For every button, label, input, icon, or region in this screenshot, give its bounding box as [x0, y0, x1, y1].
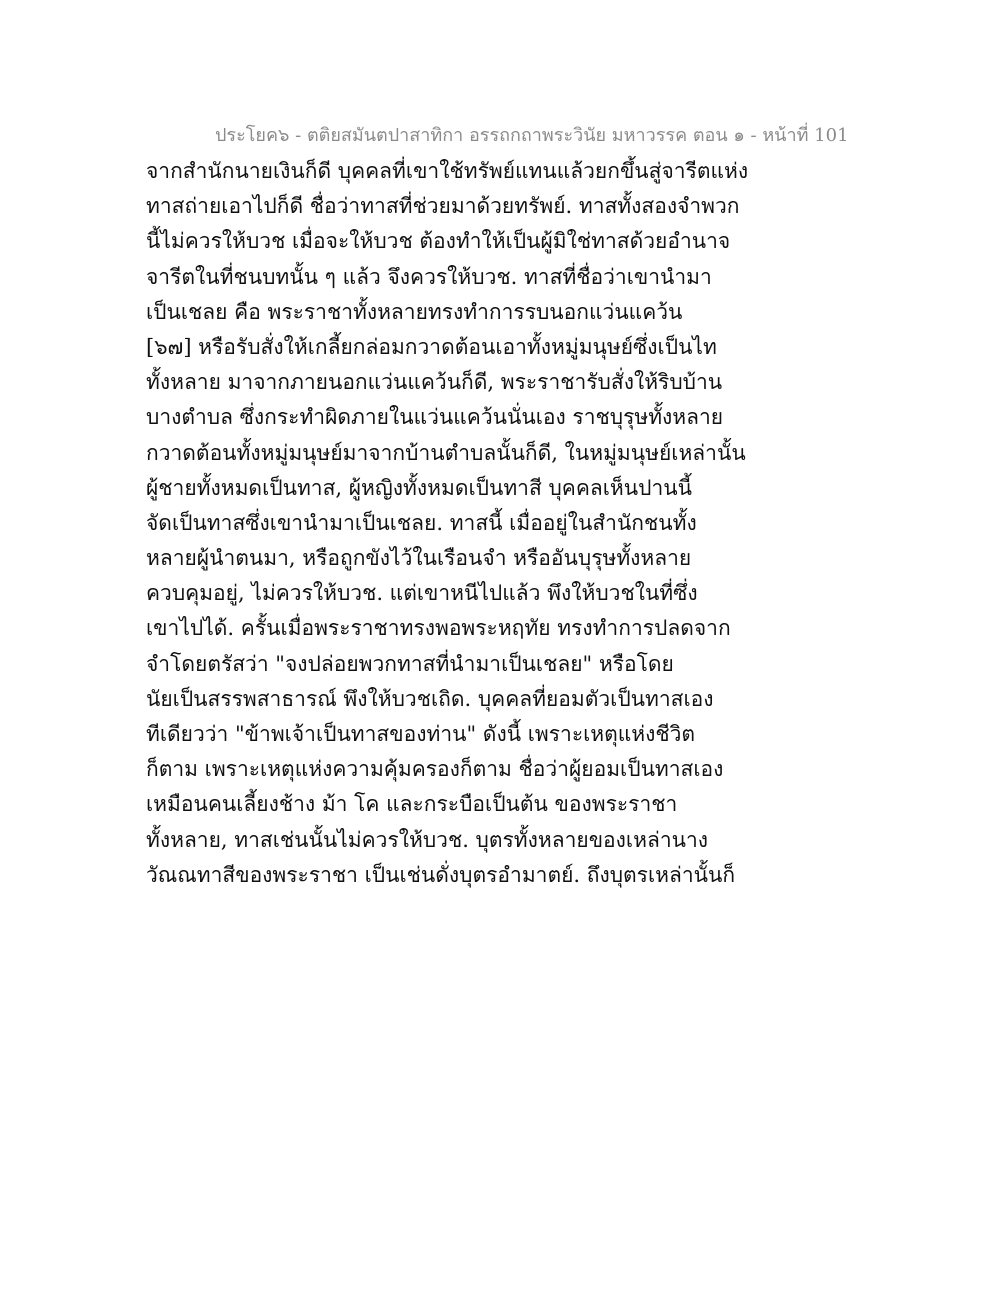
text-line-8: บางตำบล ซึ่งกระทำผิดภายในแว่นแคว้นนั่นเอง ราชบุรุษทั้งหลาย [146, 405, 724, 430]
text-line-12: หลายผู้นำตนมา, หรือถูกขังไว้ในเรือนจำ หรืออันบุรุษทั้งหลาย [146, 546, 692, 571]
text-line-17: ทีเดียวว่า "ข้าพเจ้าเป็นทาสของท่าน" ดังนี้ เพราะเหตุแห่งชีวิต [146, 722, 696, 746]
text-line-9: กวาดต้อนทั้งหมู่มนุษย์มาจากบ้านตำบลนั้นก็ดี, ในหมู่มนุษย์เหล่านั้น [146, 440, 746, 465]
text-line-10: ผู้ชายทั้งหมดเป็นทาส, ผู้หญิงทั้งหมดเป็นทาสี บุคคลเห็นปานนี้ [146, 475, 692, 500]
text-line-1: จากสำนักนายเงินก็ดี บุคคลที่เขาใช้ทรัพย์แทนแล้วยกขึ้นสู่จารีตแห่ง [146, 159, 749, 183]
text-line-4: จารีตในที่ชนบทนั้น ๆ แล้ว จึงควรให้บวช. ทาสที่ชื่อว่าเขานำมา [146, 264, 712, 289]
text-line-14: เขาไปได้. ครั้นเมื่อพระราชาทรงพอพระหฤทัย ทรงทำการปลดจาก [146, 616, 731, 641]
text-line-20: ทั้งหลาย, ทาสเช่นนั้นไม่ควรให้บวช. บุตรทั้งหลายของเหล่านาง [146, 827, 709, 852]
text-line-5: เป็นเชลย คือ พระราชาทั้งหลายทรงทำการรบนอกแว่นแคว้น [146, 299, 683, 324]
text-line-18: ก็ตาม เพราะเหตุแห่งความคุ้มครองก็ตาม ชื่อว่าผู้ยอมเป็นทาสเอง [146, 757, 724, 782]
text-line-2: ทาสถ่ายเอาไปก็ดี ชื่อว่าทาสที่ช่วยมาด้วยทรัพย์. ทาสทั้งสองจำพวก [146, 194, 740, 219]
running-header: ประโยค๖ - ตติยสมันตปาสาทิกา อรรถกถาพระวินัย มหาวรรค ตอน ๑ - หน้าที่ 101 [215, 125, 849, 146]
text-line-3: นี้ไม่ควรให้บวช เมื่อจะให้บวช ต้องทำให้เป็นผู้มิใช่ทาสด้วยอำนาจ [146, 229, 731, 254]
text-line-16: นัยเป็นสรรพสาธารณ์ พึงให้บวชเถิด. บุคคลที่ยอมตัวเป็นทาสเอง [146, 686, 714, 711]
text-line-7: ทั้งหลาย มาจากภายนอกแว่นแคว้นก็ดี, พระราชารับสั่งให้ริบบ้าน [146, 370, 723, 395]
text-line-11: จัดเป็นทาสซึ่งเขานำมาเป็นเชลย. ทาสนี้ เมื่ออยู่ในสำนักชนทั้ง [146, 510, 697, 535]
body-text [146, 154, 749, 893]
text-line-6: [๖๗] หรือรับสั่งให้เกลี้ยกล่อมกวาดต้อนเอาทั้งหมู่มนุษย์ซึ่งเป็นไท [146, 334, 717, 359]
text-line-19: เหมือนคนเลี้ยงช้าง ม้า โค และกระบือเป็นต้น ของพระราชา [146, 792, 678, 817]
text-line-21: วัณณทาสีของพระราชา เป็นเช่นดั่งบุตรอำมาตย์. ถึงบุตรเหล่านั้นก็ [146, 862, 736, 887]
text-line-15: จำโดยตรัสว่า "จงปล่อยพวกทาสที่นำมาเป็นเชลย" หรือโดย [146, 651, 674, 676]
text-line-13: ควบคุมอยู่, ไม่ควรให้บวช. แต่เขาหนีไปแล้ว พึงให้บวชในที่ซึ่ง [146, 581, 698, 606]
